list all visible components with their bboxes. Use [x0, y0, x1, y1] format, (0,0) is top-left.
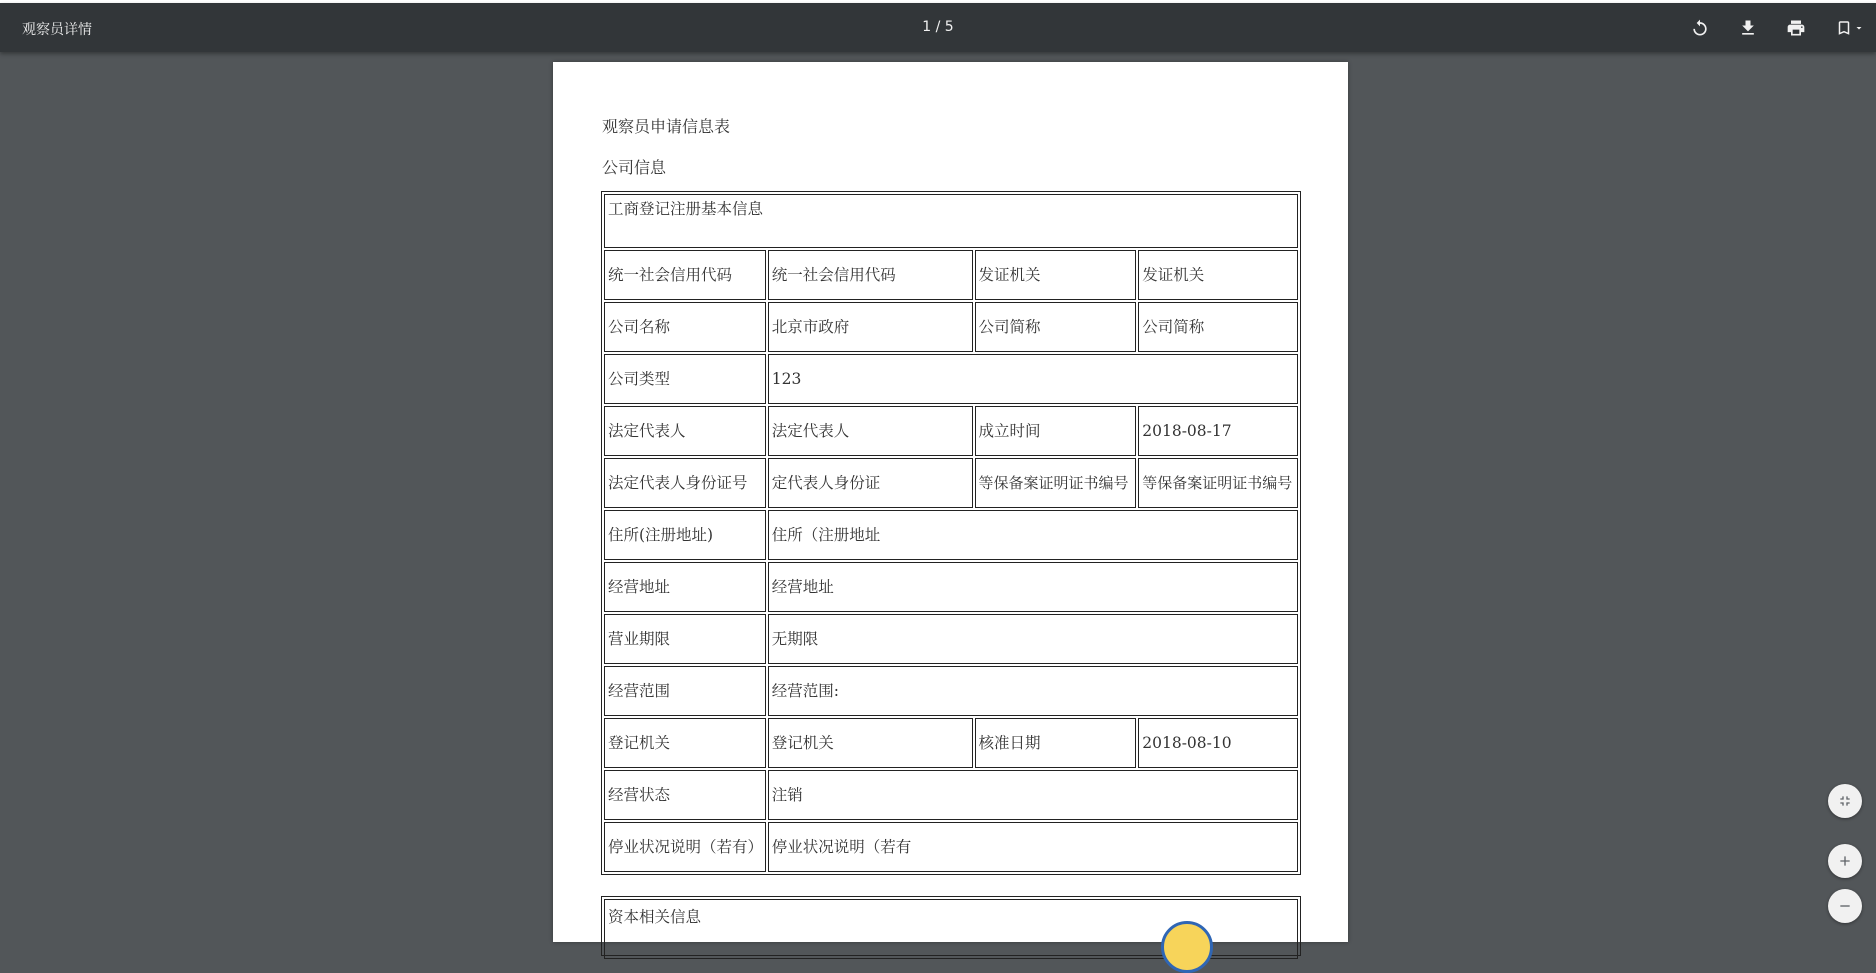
rotate-button[interactable] [1684, 12, 1716, 44]
table-header-cell: 工商登记注册基本信息 [604, 194, 1298, 248]
table-row [604, 510, 1298, 560]
table-row [604, 562, 1298, 612]
bookmark-menu-button[interactable] [1828, 12, 1872, 44]
print-button[interactable] [1780, 12, 1812, 44]
field-label: 经营地址 [604, 562, 766, 612]
registration-info-table [601, 191, 1301, 875]
field-value: 注销 [768, 770, 1298, 820]
table-row [604, 718, 1298, 768]
field-value: 无期限 [768, 614, 1298, 664]
table-row [604, 822, 1298, 872]
fit-page-button[interactable] [1828, 784, 1862, 818]
download-button[interactable] [1732, 12, 1764, 44]
field-value: 北京市政府 [768, 302, 973, 352]
field-label: 统一社会信用代码 [604, 250, 766, 300]
zoom-in-icon [1837, 853, 1853, 869]
bookmark-icon [1835, 19, 1853, 37]
form-title: 观察员申请信息表 [602, 117, 731, 136]
field-label: 核准日期 [975, 718, 1137, 768]
section-title-company: 公司信息 [602, 158, 667, 177]
field-label: 住所(注册地址) [604, 510, 766, 560]
field-label: 登记机关 [604, 718, 766, 768]
field-value: 2018-08-10 [1138, 718, 1298, 768]
field-value: 经营范围: [768, 666, 1298, 716]
table-row [604, 458, 1298, 508]
field-label: 公司名称 [604, 302, 766, 352]
table-row [604, 666, 1298, 716]
field-value: 公司简称 [1138, 302, 1298, 352]
pdf-toolbar [0, 3, 1876, 52]
field-value: 发证机关 [1138, 250, 1298, 300]
field-label: 公司类型 [604, 354, 766, 404]
fit-page-icon [1837, 793, 1853, 809]
field-value: 等保备案证明证书编号 [1138, 458, 1298, 508]
field-label: 法定代表人 [604, 406, 766, 456]
table-row [604, 770, 1298, 820]
zoom-in-button[interactable] [1828, 844, 1862, 878]
field-value: 登记机关 [768, 718, 973, 768]
table-row [604, 354, 1298, 404]
field-value: 统一社会信用代码 [768, 250, 973, 300]
field-value: 123 [768, 354, 1298, 404]
table-row [604, 302, 1298, 352]
rotate-icon [1690, 18, 1710, 38]
pdf-page [553, 62, 1348, 942]
zoom-out-icon [1837, 898, 1853, 914]
table-row [604, 250, 1298, 300]
download-icon [1738, 18, 1758, 38]
field-label: 公司简称 [975, 302, 1137, 352]
field-label: 停业状况说明（若有） [604, 822, 766, 872]
table-row [604, 406, 1298, 456]
field-value: 2018-08-17 [1138, 406, 1298, 456]
field-value: 住所（注册地址 [768, 510, 1298, 560]
table-header-row [604, 194, 1298, 248]
zoom-out-button[interactable] [1828, 889, 1862, 923]
field-value: 停业状况说明（若有 [768, 822, 1298, 872]
page-indicator: 1 / 5 [922, 19, 954, 35]
field-label: 发证机关 [975, 250, 1137, 300]
field-label: 营业期限 [604, 614, 766, 664]
field-value: 经营地址 [768, 562, 1298, 612]
company-seal-image [1161, 921, 1213, 973]
chevron-down-icon [1853, 22, 1865, 34]
field-label: 经营范围 [604, 666, 766, 716]
field-label: 等保备案证明证书编号 [975, 458, 1137, 508]
field-label: 经营状态 [604, 770, 766, 820]
field-value: 法定代表人 [768, 406, 973, 456]
table-row [604, 614, 1298, 664]
field-value: 定代表人身份证 [768, 458, 973, 508]
field-label: 成立时间 [975, 406, 1137, 456]
print-icon [1786, 18, 1806, 38]
capital-info-header: 资本相关信息 [604, 899, 1298, 959]
field-label: 法定代表人身份证号 [604, 458, 766, 508]
document-title: 观察员详情 [22, 22, 92, 38]
